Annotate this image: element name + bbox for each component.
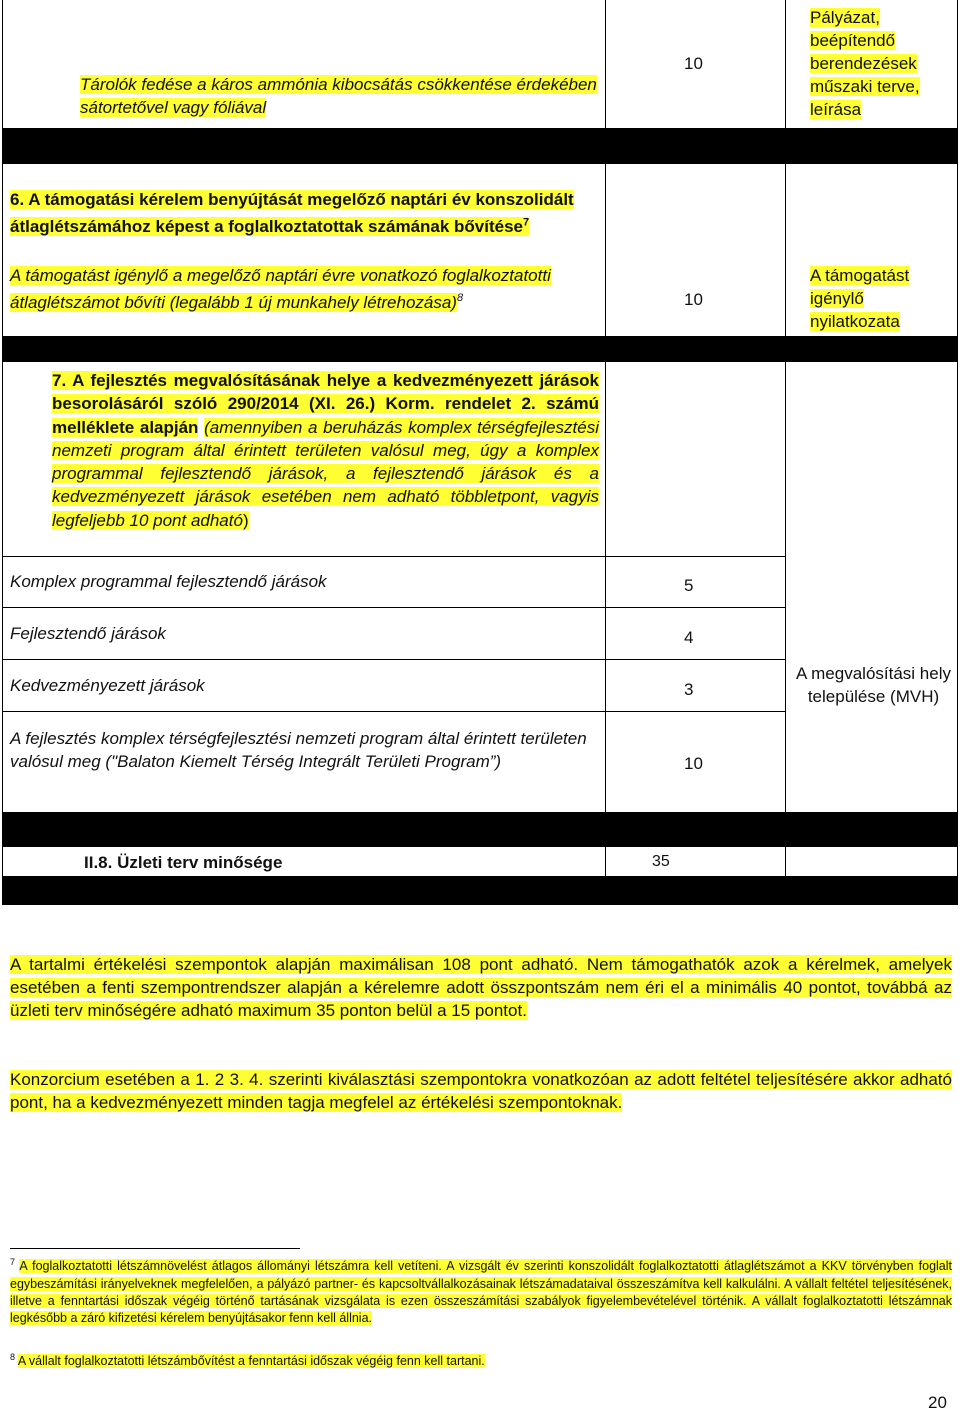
row-komplex-points: 5 [684, 576, 694, 595]
separator-bar [2, 876, 958, 905]
source-section7: A megvalósítási hely települése (MVH) [796, 664, 951, 706]
section6-text: A támogatást igénylő a megelőző naptári évre vonatkozó foglalkoztatotti átlaglétszámot bővíti (legalább 1 új munkahely létrehozása)$^8$ [10, 266, 551, 312]
row-divider [2, 711, 785, 712]
footnote-8: $^8$ A vállalt foglalkoztatotti létszámbővítést a fenntartási időszak végéig fenn kell tartani. [10, 1352, 485, 1369]
paragraph-konzorcium: Konzorcium esetében a 1. 2 3. 4. szerinti kiválasztási szempontokra vonatkozóan az adott feltétel teljesítésére akkor adható pont, ha a kedvezményezett minden tagja megfelel az értékelési szempontoknak. [10, 1070, 952, 1112]
row-fejlesztendo-label: Fejlesztendő járások [10, 624, 166, 643]
row-divider [2, 607, 785, 608]
col-divider [785, 164, 786, 336]
section-ii8-label: II.8. Üzleti terv minősége [84, 853, 283, 872]
source-sator: Pályázat, beépítendő berendezések műszaki terve, leírása [810, 8, 920, 119]
points-section6: 10 [684, 290, 703, 309]
col-divider [605, 362, 606, 556]
row-fejlesztendo-points: 4 [684, 628, 694, 647]
row-divider [2, 846, 958, 847]
row-divider [2, 659, 785, 660]
col-divider [605, 164, 606, 336]
source-section6: A támogatást igénylő nyilatkozata [810, 266, 910, 331]
row-balaton-points: 10 [684, 754, 703, 773]
criterion-sator: Tárolók fedése a káros ammónia kibocsátás csökkentése érdekében sátortetővel vagy fóliával [80, 75, 597, 117]
col-divider [605, 556, 606, 812]
row-divider [2, 556, 785, 557]
row-balaton-label: A fejlesztés komplex térségfejlesztési nemzeti program által érintett területen valósul meg ("Balaton Kiemelt Térség Integrált Területi Program”) [10, 729, 587, 771]
col-divider [785, 0, 786, 128]
col-divider [785, 362, 786, 812]
row-kedvezmenyezett-points: 3 [684, 680, 694, 699]
section7-heading: 7. A fejlesztés megvalósításának helye a kedvezményezett járások besorolásáról szóló 290/2014 (XI. 26.) Korm. rendelet 2. számú melléklete alapján (amennyiben a beruházás komplex térségfejlesztési nemzeti program által érintett területen valósul meg, úgy a komplex programmal fejlesztendő járások, a fejlesztendő járások és a kedvezményezett járások esetében nem adható többletpont, vagyis legfeljebb 10 pont adható) [52, 371, 599, 530]
footnote-separator [10, 1248, 300, 1249]
footnote-7: $^7$ A foglalkoztatotti létszámnövelést átlagos állományi létszámra kell vetíteni. A vizsgált év szerinti konszolidált foglalkoztatotti átlaglétszámot a KKV törvényben foglalt egybeszámítási irányelveknek megfelelően, a pályázó partner- és kapcsoltvállalkozásainak létszámadataival összeszámítva kell kalkulálni. A vállalt feltétel teljesítésének, illetve a fenntartási időszak végéig történő tartásának vizsgálata is ezen összeszámítási szabályok figyelembevételével történik. A vállalt foglalkoztatotti létszámnak legkésőbb a záró kifizetési kérelem benyújtásakor fenn kell állnia. [10, 1257, 952, 1326]
section-ii8-points: 35 [652, 853, 670, 870]
col-divider [605, 0, 606, 128]
paragraph-max-points: A tartalmi értékelési szempontok alapján maximálisan 108 pont adható. Nem támogathatók azok a kérelmek, amelyek esetében a fenti szempontrendszer alapján a kérelemre adott összpontszám nem éri el a minimális 40 pontot, továbbá az üzleti terv minőségére adható maximum 35 ponton belül a 15 pontot. [10, 955, 952, 1020]
page-number: 20 [928, 1393, 947, 1412]
points-sator: 10 [684, 54, 703, 73]
separator-bar [2, 128, 958, 164]
row-kedvezmenyezett-label: Kedvezményezett járások [10, 676, 205, 695]
col-divider [605, 846, 606, 876]
separator-bar [2, 812, 958, 846]
row-komplex-label: Komplex programmal fejlesztendő járások [10, 572, 327, 591]
col-divider [785, 846, 786, 876]
section6-heading: 6. A támogatási kérelem benyújtását megelőző naptári év konszolidált átlaglétszámához képest a foglalkoztatottak számának bővítése$^7$ [10, 190, 574, 236]
separator-bar [2, 336, 958, 362]
